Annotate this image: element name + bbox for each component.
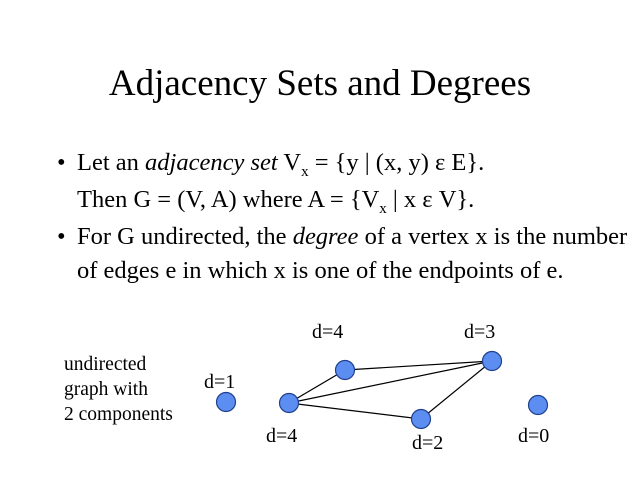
graph-edge [421, 361, 492, 419]
vertex [217, 393, 236, 412]
caption-line: graph with [64, 379, 148, 400]
subscript-x: x [379, 201, 387, 217]
degree-label: d=0 [518, 425, 550, 447]
subscript-x: x [301, 164, 309, 180]
edges [289, 361, 492, 419]
text-run: = {y | (x, y) ε E}. [308, 149, 485, 176]
bullet-marker: • [57, 223, 66, 250]
vertices [217, 352, 548, 429]
degree-label: d=4 [312, 321, 344, 343]
degree-labels [204, 321, 549, 454]
text-run: For G undirected, the [77, 223, 293, 250]
bullet-marker: • [57, 149, 66, 176]
vertex [280, 394, 299, 413]
text-run: of a vertex x is the number of edges e in which x is one of the endpoints of e. [77, 223, 628, 284]
text-run: Then G = (V, A) where A = {V [77, 186, 380, 213]
vertex [529, 396, 548, 415]
vertex [336, 361, 355, 380]
degree-label: d=1 [204, 371, 236, 393]
degree-label: d=4 [266, 425, 298, 447]
text-run: Let an [77, 149, 146, 176]
page-title: Adjacency Sets and Degrees [108, 63, 532, 104]
vertex [412, 410, 431, 429]
text-run: | x ε V}. [386, 186, 475, 213]
italic-term-adjacency-set: adjacency set [145, 149, 278, 176]
caption-line: 2 components [64, 404, 173, 425]
degree-label: d=2 [412, 432, 444, 454]
degree-label: d=3 [464, 321, 496, 343]
graph-edge [289, 403, 421, 419]
vertex [483, 352, 502, 371]
text-run: V [277, 149, 302, 176]
caption-line: undirected [64, 354, 147, 375]
italic-term-degree: degree [292, 223, 359, 250]
